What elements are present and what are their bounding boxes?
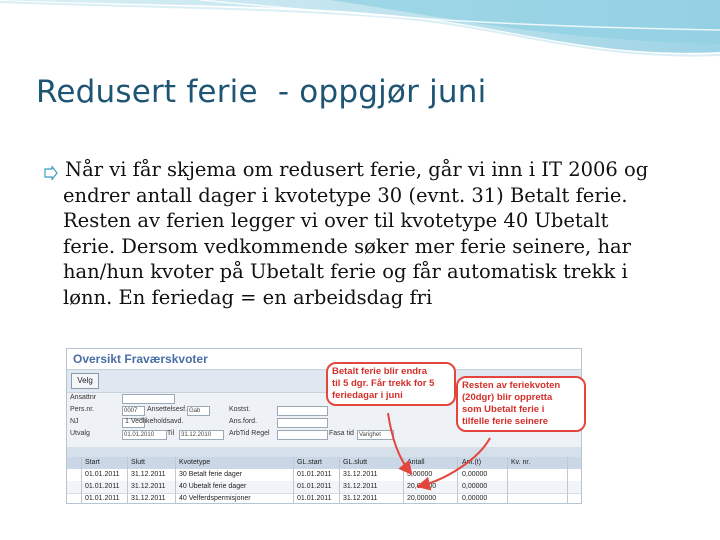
table-header-row [67,457,581,469]
callout-line: Resten av feriekvoten [462,380,561,391]
field-label: NJ [70,418,79,425]
field-label: ArbTid Regel [229,430,270,437]
kostst-field[interactable] [277,406,328,416]
body-line: ferie. Dersom vedkommende søker mer ferie seinere, har [63,234,631,258]
table-cell: 30 Betalt ferie dager [179,471,243,478]
table-cell: 40 Velferdspermisjoner [179,495,251,502]
table-cell: 31.12.2011 [131,483,166,490]
callout-line: tilfelle ferie seinere [462,416,549,427]
table-cell: 31.12.2011 [131,471,166,478]
table-cell: 01.01.2011 [297,495,332,502]
slide-title: Redusert ferie - oppgjør juni [36,74,487,110]
body-line: endrer antall dager i kvotetype 30 (evnt. 31) Betalt ferie. [63,183,628,207]
column-header[interactable]: GL.slutt [343,459,368,466]
table-cell: 31.12.2011 [131,495,166,502]
column-divider [403,457,404,503]
field-label: Ansettelsesf. [147,406,188,413]
table-cell: 01.01.2011 [85,471,120,478]
quota-table [67,447,581,503]
table-cell: 0,00000 [462,495,488,502]
body-line: lønn. En feriedag = en arbeidsdag fri [63,285,433,309]
field-label: Pers.nr. [70,406,95,413]
body-paragraph [65,157,685,310]
column-divider [457,457,458,503]
table-toolbar [67,447,581,457]
column-divider [81,457,82,503]
table-cell: 20,00000 [407,483,437,490]
body-line: Når vi får skjema om redusert ferie, går vi inn i IT 2006 og [65,158,649,181]
field-label: Fasa tid [329,430,354,437]
column-header[interactable]: Kv. nr. [511,459,531,466]
ansattnr-field[interactable] [122,394,175,404]
column-divider [339,457,340,503]
column-header[interactable]: Start [85,459,100,466]
column-header[interactable]: Antall [407,459,425,466]
ansettelsesf-field[interactable]: Gab [187,406,210,416]
field-label: Ans.ford. [229,418,258,425]
sap-window-title-bar [67,349,581,369]
ansford-field[interactable] [277,418,328,428]
table-cell: 31.12.2011 [343,495,378,502]
varighet-field[interactable]: Varighet [357,430,394,440]
table-cell: 01.01.2011 [85,483,120,490]
table-cell: 20,00000 [407,495,437,502]
column-header[interactable]: Slutt [131,459,146,466]
velg-button[interactable]: Velg [71,373,99,389]
callout-resten-av-feriekvoten [456,376,586,432]
table-cell: 0,00000 [462,483,488,490]
callout-line: (20dgr) blir oppretta [462,392,553,403]
header-wave-decoration [0,0,720,75]
column-divider [175,457,176,503]
table-cell: 5,00000 [407,471,433,478]
field-label: 1 Vedlikeholdsavd. [125,418,184,425]
column-divider [507,457,508,503]
utvalg-from-field[interactable]: 01.01.2010 [122,430,167,440]
callout-line: som Ubetalt ferie i [462,404,545,415]
body-line: han/hun kvoter på Ubetalt ferie og får automatisk trekk i [63,260,628,283]
table-cell: 31.12.2011 [343,471,378,478]
column-divider [293,457,294,503]
table-cell: 01.01.2011 [297,483,332,490]
table-cell: 01.01.2011 [85,495,120,502]
column-header[interactable]: Ant.(t) [462,459,482,466]
arbtid-field[interactable] [277,430,328,440]
callout-line: Betalt ferie blir endra [332,366,428,377]
column-header[interactable]: Kvotetype [179,459,211,466]
persnr-field[interactable]: 0007 [122,406,145,416]
table-cell: 0,00000 [462,471,488,478]
body-line: Resten av ferien legger vi over til kvotetype 40 Ubetalt [63,209,609,232]
utvalg-to-field[interactable]: 31.12.2010 [179,430,224,440]
table-cell: 01.01.2011 [297,471,332,478]
column-divider [127,457,128,503]
column-divider [567,457,568,503]
callout-line: feriedagar i juni [332,390,403,401]
table-cell: 40 Ubetalt ferie dager [179,483,247,490]
field-label: Ansattnr [70,394,97,401]
field-label: Utvalg [70,430,90,437]
field-label: Kostst. [229,406,251,413]
column-header[interactable]: GL.start [297,459,322,466]
bullet-arrow-icon [44,166,58,180]
field-label: Til [167,430,175,437]
table-cell: 31.12.2011 [343,483,378,490]
callout-betalt-ferie [326,362,456,406]
table-row[interactable] [67,493,581,504]
sap-window-title: Oversikt Fraværskvoter [73,352,208,366]
callout-line: til 5 dgr. Får trekk for 5 [332,378,435,389]
